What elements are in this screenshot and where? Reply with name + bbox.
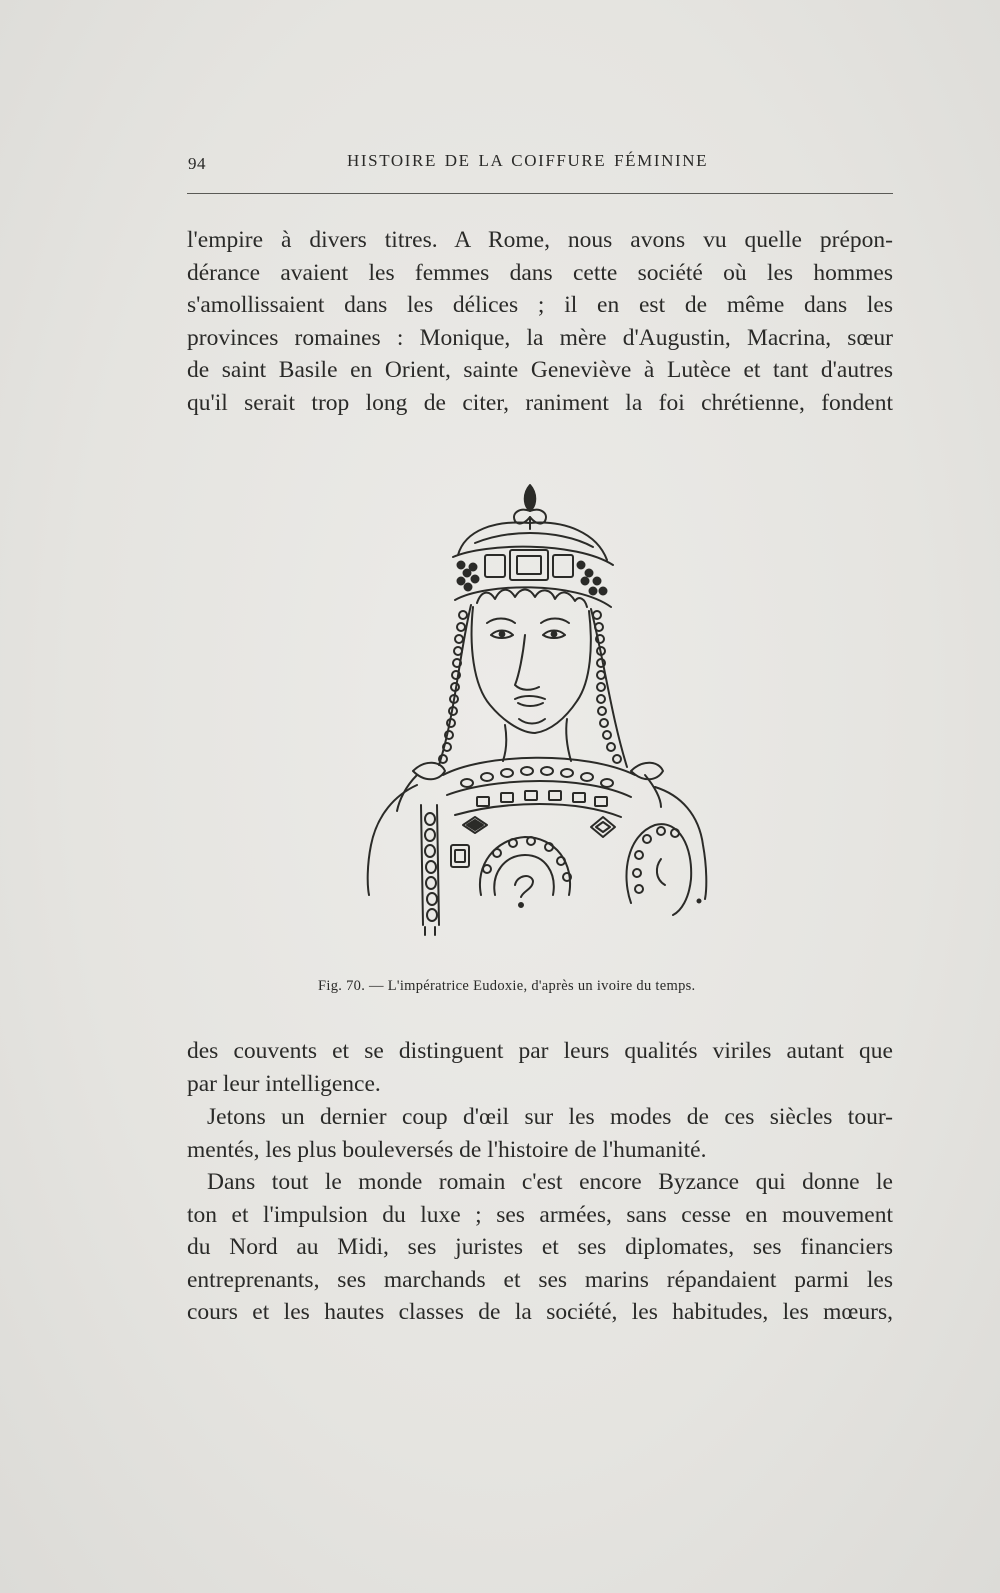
figure-empress-eudoxia-illustration bbox=[355, 475, 730, 945]
paragraph-3 bbox=[187, 1166, 893, 1329]
running-title: HISTOIRE DE LA COIFFURE FÉMININE bbox=[347, 151, 709, 170]
text-line: dérance avaient les femmes dans cette société où les hommes bbox=[187, 259, 893, 286]
page-header bbox=[185, 148, 893, 178]
text-line: qu'il serait trop long de citer, raniment la foi chrétienne, fondent bbox=[187, 389, 893, 416]
paragraph-2 bbox=[187, 1101, 893, 1166]
paragraph-top bbox=[187, 224, 893, 420]
text-line: Dans tout le monde romain c'est encore Byzance qui donne le bbox=[207, 1169, 893, 1195]
text-line: l'empire à divers titres. A Rome, nous avons vu quelle prépon- bbox=[187, 227, 893, 253]
paragraph-continued bbox=[187, 1035, 893, 1100]
text-line: ton et l'impulsion du luxe ; ses armées, sans cesse en mouvement bbox=[187, 1201, 893, 1228]
text-line: Jetons un dernier coup d'œil sur les modes de ces siècles tour- bbox=[207, 1104, 893, 1130]
page-number: 94 bbox=[188, 154, 206, 173]
figure-caption: Fig. 70. — L'impératrice Eudoxie, d'après un ivoire du temps. bbox=[318, 978, 696, 994]
text-line: du Nord au Midi, ses juristes et ses diplomates, ses financiers bbox=[187, 1234, 893, 1261]
text-line: mentés, les plus bouleversés de l'histoire de l'humanité. bbox=[187, 1136, 707, 1163]
header-rule bbox=[187, 193, 893, 194]
text-line: cours et les hautes classes de la société, les habitudes, les mœurs, bbox=[187, 1299, 893, 1326]
text-line: des couvents et se distinguent par leurs qualités viriles autant que bbox=[187, 1038, 893, 1064]
text-line: de saint Basile en Orient, sainte Geneviève à Lutèce et tant d'autres bbox=[187, 357, 893, 384]
text-line: s'amollissaient dans les délices ; il en est de même dans les bbox=[187, 292, 893, 319]
text-line: entreprenants, ses marchands et ses marins répandaient parmi les bbox=[187, 1266, 893, 1293]
text-line: provinces romaines : Monique, la mère d'Augustin, Macrina, sœur bbox=[187, 324, 893, 351]
text-line: par leur intelligence. bbox=[187, 1070, 381, 1097]
